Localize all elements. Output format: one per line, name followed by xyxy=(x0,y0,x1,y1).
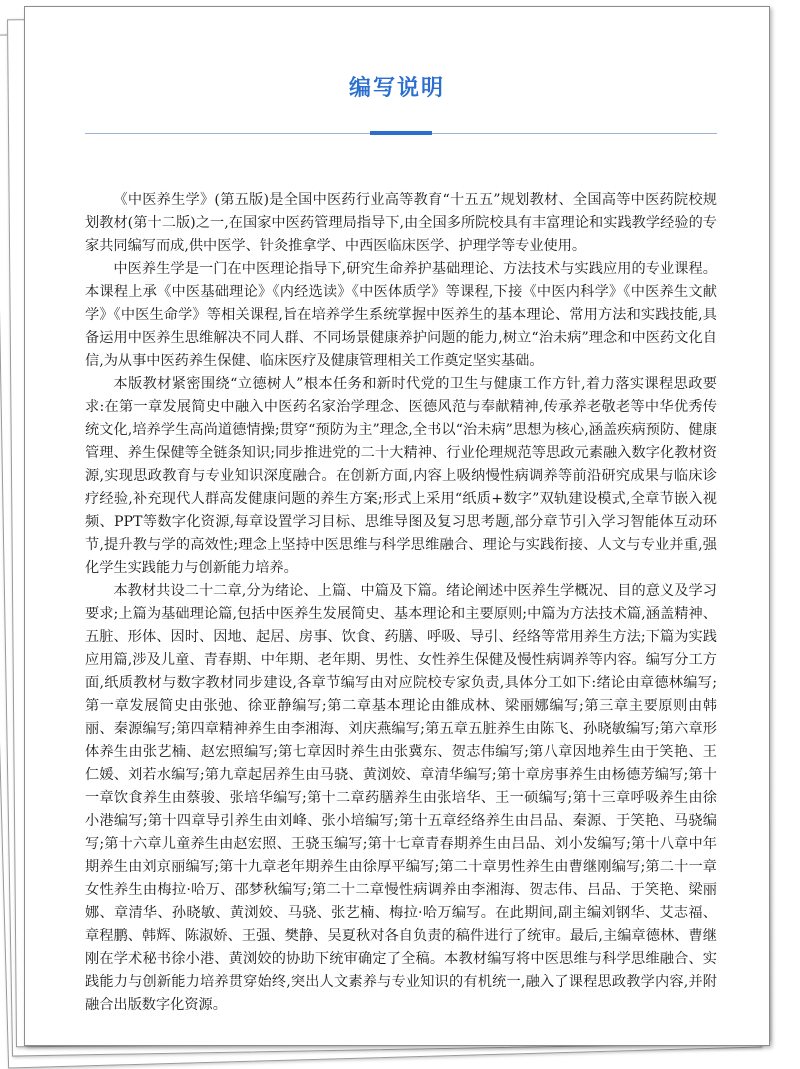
document-page xyxy=(24,6,770,1046)
paragraph-structure-authors: 本教材共设二十二章,分为绪论、上篇、中篇及下篇。绪论阐述中医养生学概况、目的意义及学习要求;上篇为基础理论篇,包括中医养生发展简史、基本理论和主要原则;中篇为方法技术篇,涵盖精神、五脏、形体、因时、因地、起居、房事、饮食、药膳、呼吸、导引、经络等常用养生方法;下篇为实践应用篇,涉及儿童、青春期、中年期、老年期、男性、女性养生保健及慢性病调养等内容。编写分工方面,纸质教材与数字教材同步建设,各章节编写由对应院校专家负责,具体分工如下:绪论由章德林编写;第一章发展简史由张弛、徐亚静编写;第二章基本理论由雒成林、梁丽娜编写;第三章主要原则由韩丽、秦源编写;第四章精神养生由李湘海、刘庆燕编写;第五章五脏养生由陈飞、孙晓敏编写;第六章形体养生由张艺楠、赵宏照编写;第七章因时养生由张冀东、贺志伟编写;第八章因地养生由于笑艳、王仁媛、刘若水编写;第九章起居养生由马骁、黄浏姣、章清华编写;第十章房事养生由杨德芳编写;第十一章饮食养生由蔡骏、张培华编写;第十二章药膳养生由张培华、王一硕编写;第十三章呼吸养生由徐小港编写;第十四章导引养生由刘峰、张小培编写;第十五章经络养生由吕品、秦源、于笑艳、马骁编写;第十六章儿童养生由赵宏照、王骁玉编写;第十七章青春期养生由吕品、刘小发编写;第十八章中年期养生由刘京丽编写;第十九章老年期养生由徐厚平编写;第二十章男性养生由曹继刚编写;第二十一章女性养生由梅拉·哈万、邵梦秋编写;第二十二章慢性病调养由李湘海、贺志伟、吕品、于笑艳、梁丽娜、章清华、孙晓敏、黄浏姣、马骁、张艺楠、梅拉·哈万编写。在此期间,副主编刘钢华、艾志福、章程鹏、韩辉、陈淑娇、王强、樊静、吴夏秋对各自负责的稿件进行了统审。最后,主编章德林、曹继刚在学术秘书徐小港、黄浏姣的协助下统审确定了全稿。本教材编写将中医思维与科学思维融合、实践能力与创新能力培养贯穿始终,突出人文素养与专业知识的有机统一,融入了课程思政教学内容,并附融合出版数字化资源。 xyxy=(85,583,717,1013)
paragraph-intro: 《中医养生学》(第五版)是全国中医药行业高等教育“十五五”规划教材、全国高等中医药院校规划教材(第十二版)之一,在国家中医药管理局指导下,由全国多所院校具有丰富理论和实践教学经验的专家共同编写而成,供中医学、针灸推拿学、中西医临床医学、护理学等专业使用。 xyxy=(85,192,717,254)
title-divider-accent xyxy=(370,131,432,135)
page-title: 编写说明 xyxy=(348,76,445,101)
paragraph-ideology-innovation: 本版教材紧密围绕“立德树人”根本任务和新时代党的卫生与健康工作方针,着力落实课程思政要求:在第一章发展简史中融入中医药名家治学理念、医德风范与奉献精神,传承养老敬老等中华优秀传统文化,培养学生高尚道德情操;贯穿“预防为主”理念,全书以“治未病”思想为核心,涵盖疾病预防、健康管理、养生保健等全链条知识;同步推进党的二十大精神、行业伦理规范等思政元素融入数字化教材资源,实现思政教育与专业知识深度融合。在创新方面,内容上吸纳慢性病调养等前沿研究成果与临床诊疗经验,补充现代人群高发健康问题的养生方案;形式上采用“纸质+数字”双轨建设模式,全章节嵌入视频、PPT等数字化资源,每章设置学习目标、思维导图及复习思考题,部分章节引入学习智能体互动环节,提升教与学的高效性;理念上坚持中医思维与科学思维融合、理论与实践衔接、人文与专业并重,强化学生实践能力与创新能力培养。 xyxy=(85,376,717,576)
paragraph-course-overview: 中医养生学是一门在中医理论指导下,研究生命养护基础理论、方法技术与实践应用的专业课程。本课程上承《中医基础理论》《内经选读》《中医体质学》等课程,下接《中医内科学》《中医养生文献学》《中医生命学》等相关课程,旨在培养学生系统掌握中医养生的基本理论、常用方法和实践技能,具备运用中医养生思维解决不同人群、不同场景健康养护问题的能力,树立“治未病”理念和中医药文化自信,为从事中医药养生保健、临床医疗及健康管理相关工作奠定坚实基础。 xyxy=(85,261,717,369)
document-body xyxy=(85,189,717,1017)
